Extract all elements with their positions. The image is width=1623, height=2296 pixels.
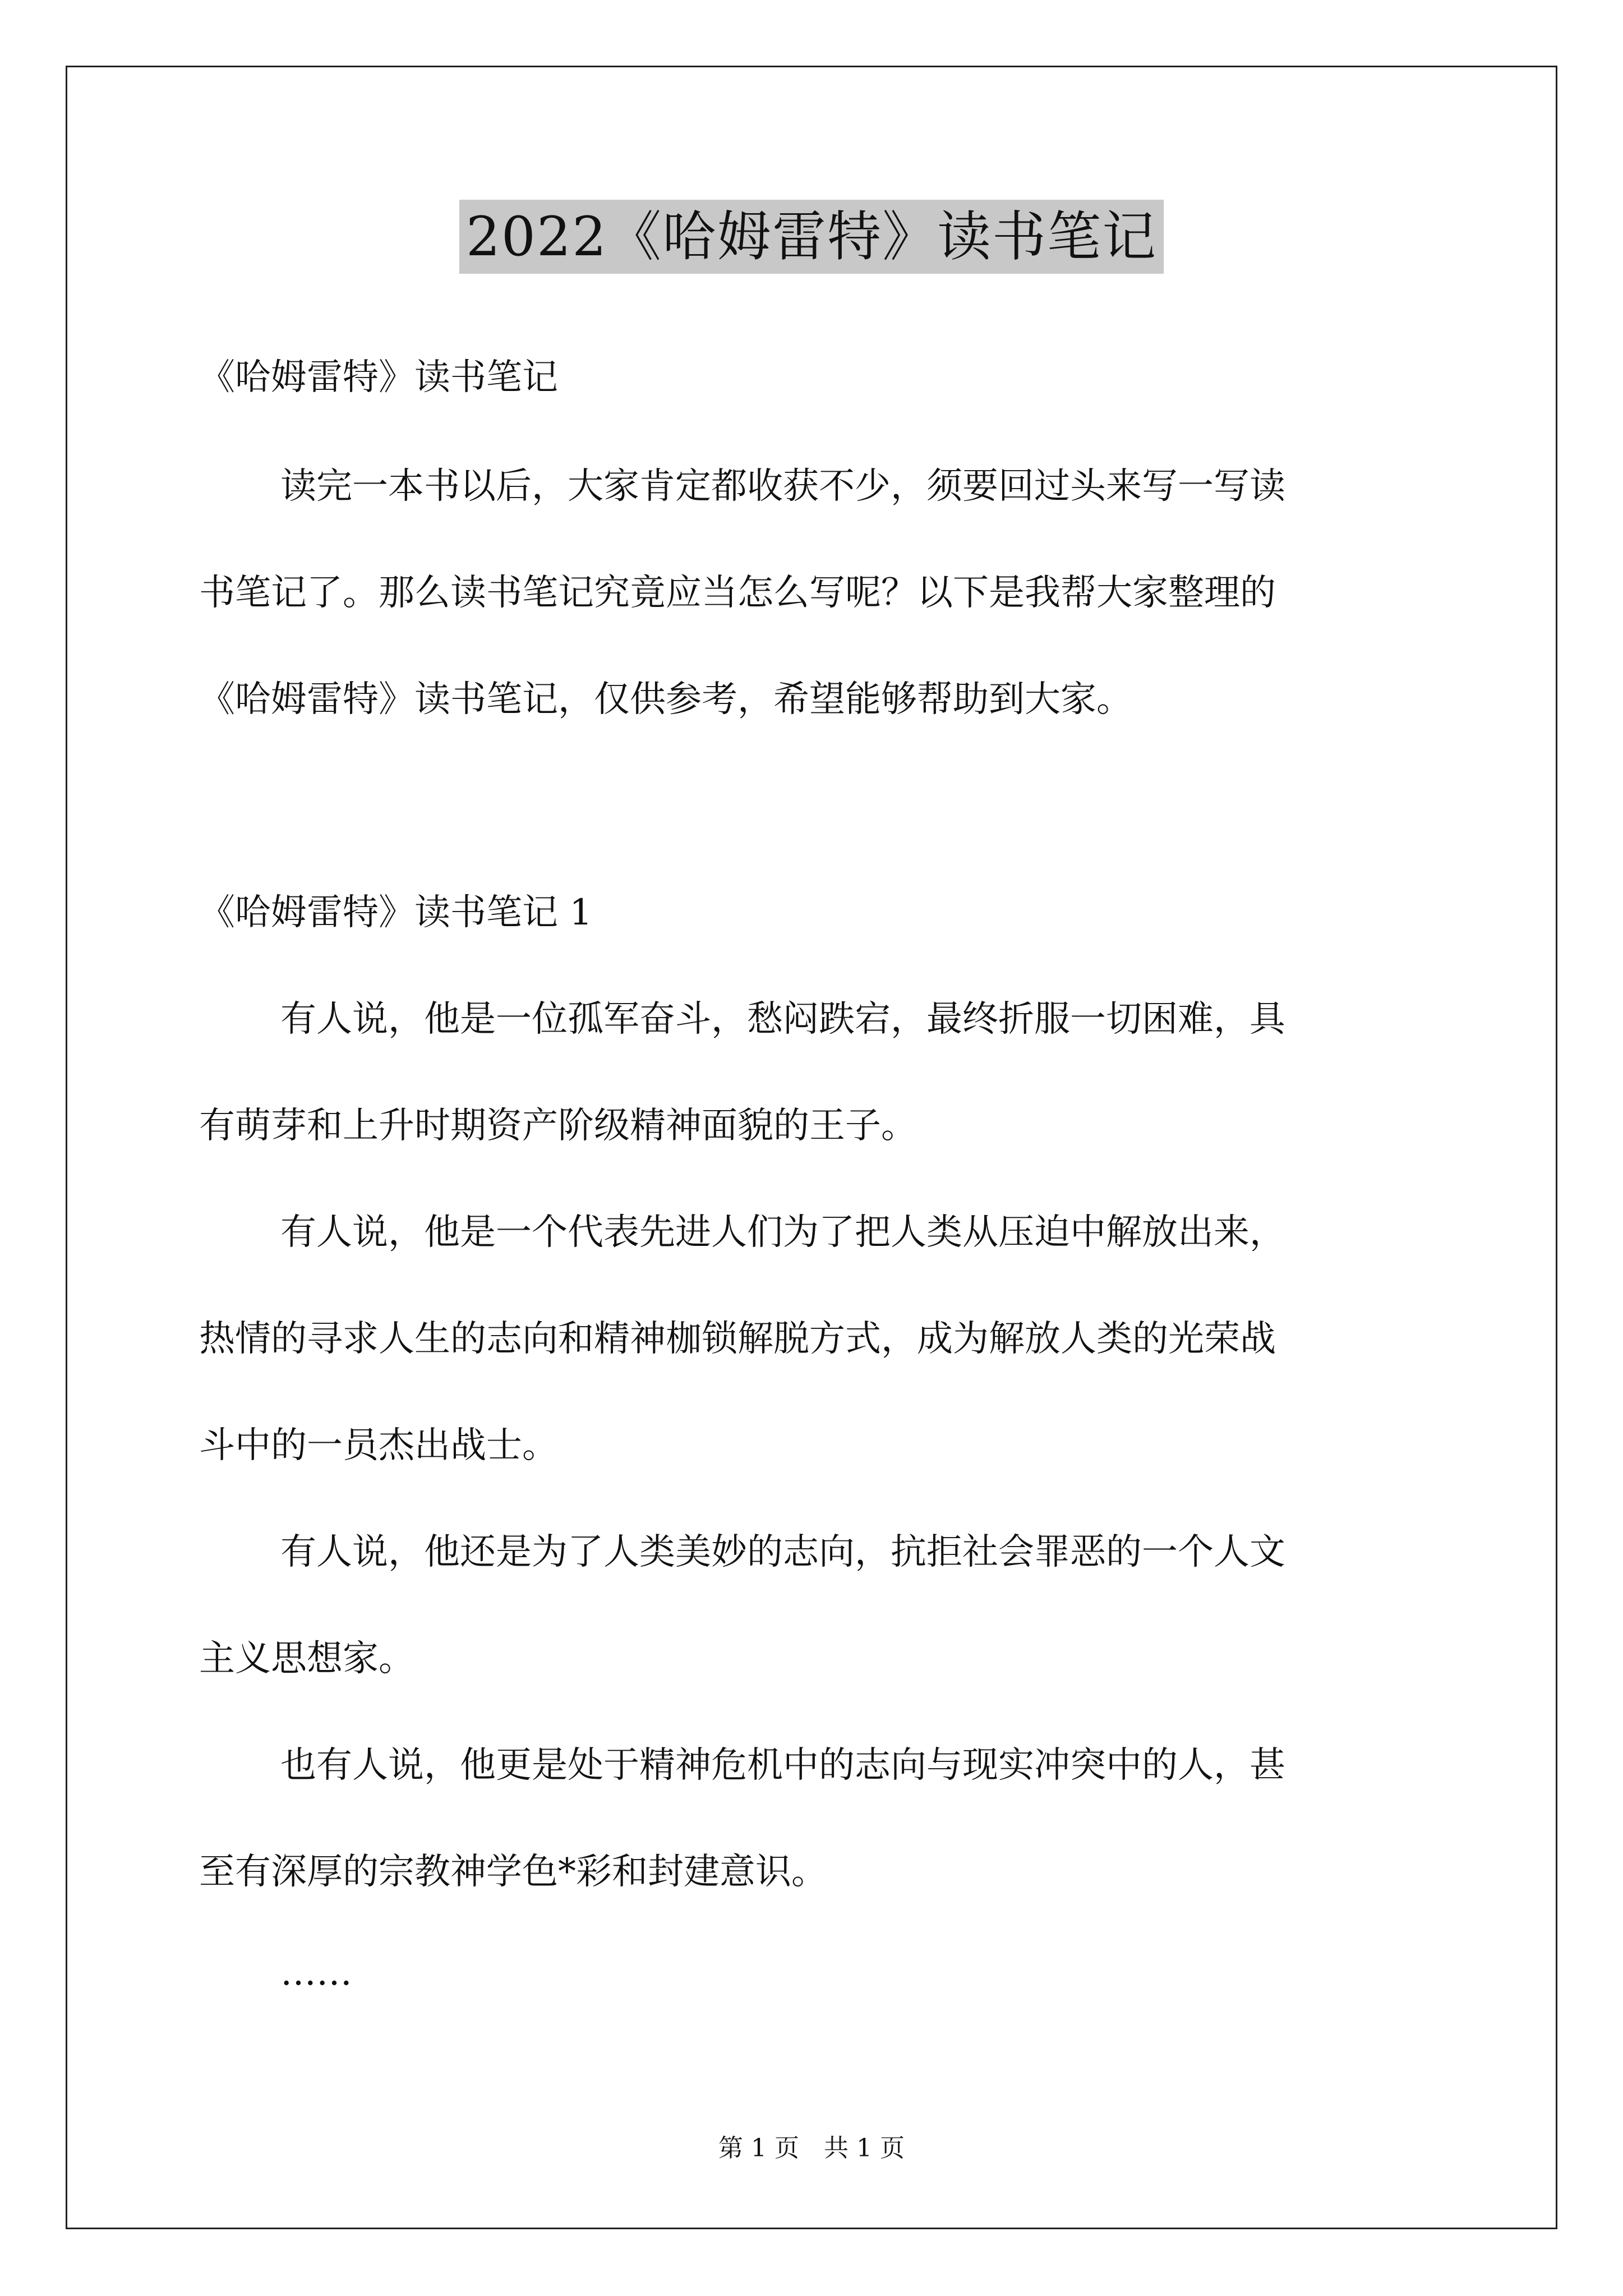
paragraph-line: 读完一本书以后，大家肯定都收获不少，须要回过头来写一写读 [280, 466, 1285, 507]
page-footer: 第 1 页 共 1 页 [718, 2134, 905, 2162]
paragraph-line: 书笔记了。那么读书笔记究竟应当怎么写呢？以下是我帮大家整理的 [199, 572, 1276, 614]
paragraph-line: 有萌芽和上升时期资产阶级精神面貌的王子。 [199, 1105, 917, 1147]
section-heading: 《哈姆雷特》读书笔记 [199, 357, 558, 398]
document-title: 2022《哈姆雷特》读书笔记 [459, 200, 1164, 274]
paragraph-line: 有人说，他是一个代表先进人们为了把人类从压迫中解放出来， [280, 1212, 1285, 1253]
ellipsis-line: …… [280, 1952, 352, 1994]
paragraph-line: 有人说，他是一位孤军奋斗，愁闷跌宕，最终折服一切困难，具 [280, 999, 1285, 1040]
section-heading: 《哈姆雷特》读书笔记 1 [199, 892, 593, 933]
paragraph-line: 《哈姆雷特》读书笔记，仅供参考，希望能够帮助到大家。 [199, 679, 1132, 720]
paragraph-line: 主义思想家。 [199, 1638, 414, 1680]
title-container [0, 200, 1623, 274]
paragraph-line: 也有人说，他更是处于精神危机中的志向与现实冲突中的人，甚 [280, 1745, 1285, 1786]
paragraph-line: 热情的寻求人生的志向和精神枷锁解脱方式，成为解放人类的光荣战 [199, 1318, 1276, 1360]
paragraph-line: 有人说，他还是为了人类美妙的志向，抗拒社会罪恶的一个人文 [280, 1531, 1285, 1573]
paragraph-line: 至有深厚的宗教神学色*彩和封建意识。 [199, 1851, 827, 1893]
paragraph-line: 斗中的一员杰出战士。 [199, 1425, 558, 1466]
